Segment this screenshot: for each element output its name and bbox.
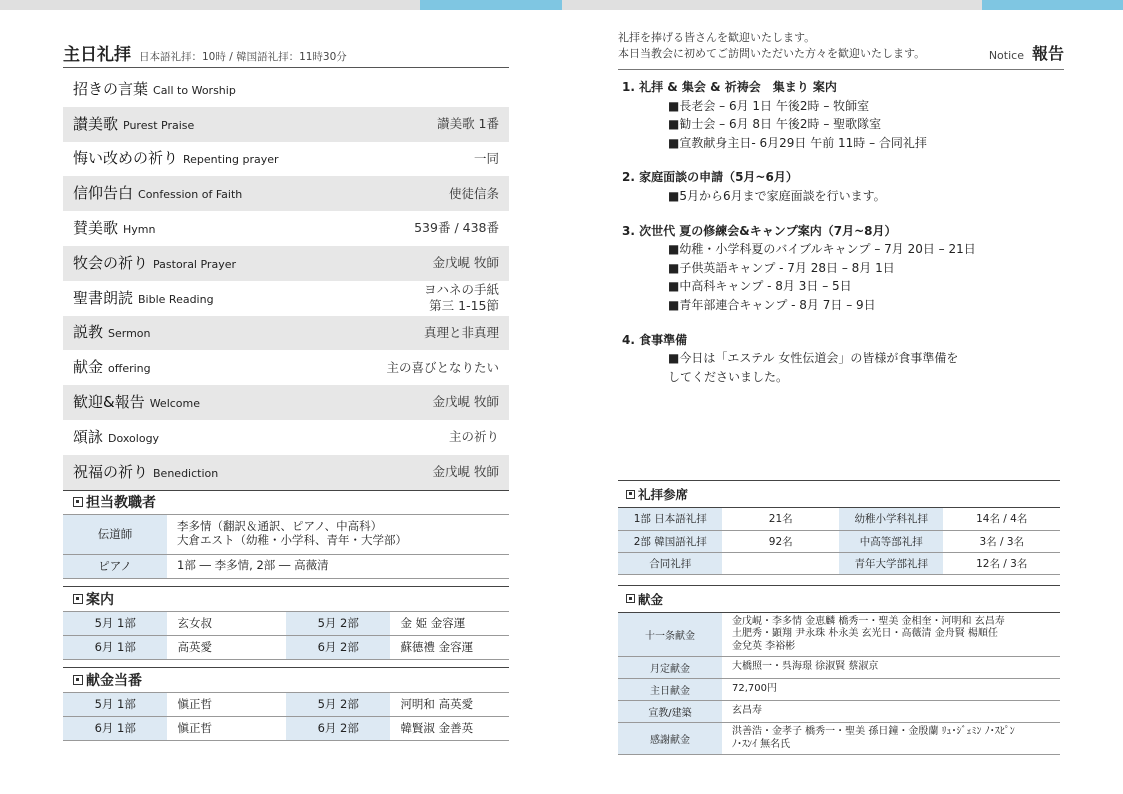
top-bar-accent-right	[982, 0, 1123, 10]
square-bullet-icon	[73, 594, 83, 604]
attendance-table	[618, 508, 1060, 575]
cell-value: 河明和 高英愛	[390, 692, 509, 716]
table-row	[618, 508, 1060, 530]
cell-value: 玄女叔	[167, 611, 286, 635]
order-item-label	[73, 150, 279, 167]
cell-value: 蘇德禮 金容運	[390, 635, 509, 659]
order-item-value: 金戊峴 牧師	[432, 464, 499, 480]
order-item	[63, 211, 509, 246]
order-item-en: Pastoral Prayer	[153, 257, 236, 271]
order-item-jp: 悔い改めの祈り	[73, 149, 179, 168]
order-item	[63, 72, 509, 107]
order-item-en: offering	[108, 362, 151, 376]
order-item-value: 主の喜びとなりたい	[386, 359, 499, 375]
order-item-jp: 招きの言葉	[73, 79, 149, 98]
order-item-value: 一同	[473, 150, 499, 166]
notice-line: してくださいました。	[668, 369, 789, 384]
cell-header: 6月 1部	[63, 635, 167, 659]
cell-header: 月定献金	[618, 657, 722, 679]
square-bullet-icon	[626, 594, 635, 603]
guide-table	[63, 611, 509, 660]
cell-value: 金 姫 金容運	[390, 611, 509, 635]
cell-value	[722, 552, 839, 574]
order-item-label	[73, 464, 218, 481]
page-title: 主日礼拝	[63, 45, 131, 65]
notice-title: 3. 次世代 夏の修練会&キャンプ案内（7月~8月）	[622, 223, 897, 238]
notice-item	[622, 222, 1064, 315]
notice-heading	[989, 41, 1064, 64]
section-title-text: 礼拝参席	[638, 487, 689, 502]
staff-role: ピアノ	[63, 554, 167, 578]
order-item-jp: 祝福の祈り	[73, 462, 149, 481]
offering-duty-section-title	[63, 668, 509, 692]
order-item-en: Hymn	[123, 222, 156, 236]
offering-duty-table	[63, 692, 509, 741]
order-of-service	[63, 72, 509, 490]
staff-section-title	[63, 490, 509, 514]
order-item-value: 真理と非真理	[423, 324, 499, 340]
order-item-en: Benediction	[153, 466, 219, 480]
cell-header: 感謝献金	[618, 723, 722, 755]
order-item-label	[73, 185, 242, 202]
worship-times: 日本語礼拝：10時 / 韓国語礼拝：11時30分	[139, 51, 347, 63]
cell-header: 5月 2部	[286, 611, 390, 635]
order-item-value: 539番 / 438番	[414, 220, 499, 236]
order-item-en: Sermon	[108, 327, 151, 341]
table-row	[618, 723, 1060, 755]
order-item	[63, 176, 509, 211]
notice-line: ■勧士会 – 6月 8日 午後2時 – 聖歌隊室	[668, 117, 882, 132]
order-item-jp: 歓迎&報告	[73, 392, 145, 411]
cell-value: 高英愛	[167, 635, 286, 659]
square-bullet-icon	[73, 675, 83, 685]
divider	[63, 579, 509, 587]
order-item-jp: 信仰告白	[73, 184, 134, 203]
welcome-header	[618, 30, 1064, 70]
guide-section-title	[63, 587, 509, 611]
notice-title: 4. 食事準備	[622, 332, 688, 347]
order-item-label	[73, 81, 236, 98]
order-item-jp: 聖書朗読	[73, 288, 134, 307]
right-page	[618, 30, 1064, 402]
order-item-en: Confession of Faith	[138, 188, 243, 202]
offering-section-title	[618, 585, 1060, 613]
notice-line: ■長老会 – 6月 1日 午後2時 – 牧師室	[668, 98, 870, 113]
cell-header: 合同礼拝	[618, 552, 722, 574]
notice-line: ■子供英語キャンプ - 7月 28日 – 8月 1日	[668, 260, 895, 275]
order-item-value: 讃美歌 1番	[437, 116, 499, 132]
table-row	[618, 552, 1060, 574]
cell-header: 6月 1部	[63, 716, 167, 740]
cell-header: 中高等部礼拝	[839, 530, 943, 552]
cell-header: 宣教/建築	[618, 701, 722, 723]
notice-item	[622, 168, 1064, 205]
notice-title: 2. 家庭面談の申請（5月~6月）	[622, 170, 798, 185]
section-title-text: 献金	[638, 591, 664, 607]
notice-item	[622, 331, 1064, 387]
cell-value: 玄昌寿	[722, 701, 1060, 723]
staff-names	[167, 514, 509, 554]
section-title-text: 担当教職者	[86, 495, 156, 512]
order-item-label	[73, 429, 159, 446]
top-bar-accent-left	[420, 0, 562, 10]
spacer	[618, 575, 1060, 585]
welcome-line: 礼拝を捧げる皆さんを歓迎いたします。	[618, 31, 816, 44]
table-row	[63, 716, 509, 740]
top-bar-gray-left	[0, 0, 420, 10]
notice-en: Notice	[988, 49, 1024, 62]
order-item-label	[73, 324, 151, 341]
order-item-en: Doxology	[108, 431, 160, 445]
order-item-jp: 頌詠	[73, 427, 104, 446]
table-row	[63, 692, 509, 716]
top-bar-gray-right	[562, 0, 982, 10]
order-item	[63, 420, 509, 455]
table-row	[63, 514, 509, 554]
order-item-label	[73, 255, 236, 272]
cell-value: 21名	[722, 508, 839, 530]
cell-header: 5月 1部	[63, 611, 167, 635]
staff-line: 大倉エスト（幼稚・小学科、青年・大学部）	[177, 533, 407, 548]
table-row	[63, 611, 509, 635]
notice-jp: 報告	[1031, 44, 1064, 63]
cell-header: 青年大学部礼拝	[839, 552, 943, 574]
cell-header: 5月 2部	[286, 692, 390, 716]
cell-header: 十一条献金	[618, 613, 722, 657]
notice-line: ■今日は「エステル 女性伝道会」の皆様が食事準備を	[668, 351, 959, 366]
cell-header: 6月 2部	[286, 635, 390, 659]
cell-value: 愼正哲	[167, 692, 286, 716]
cell-header: 6月 2部	[286, 716, 390, 740]
notice-item	[622, 78, 1064, 152]
table-row	[618, 657, 1060, 679]
cell-value: 洪善浩・金孝子 橋秀一・聖美 孫日鐘・金殷蘭 ﾘｭ･ｼﾞｪﾐﾝ ﾉ･ｽﾋﾟﾝ ﾉ･ｽﾝｲ 無名氏	[722, 723, 1060, 755]
order-item-jp: 讃美歌	[73, 114, 119, 133]
notice-line: ■青年部連合キャンプ - 8月 7日 – 9日	[668, 297, 876, 312]
square-bullet-icon	[626, 490, 635, 499]
cell-header: 幼稚小学科礼拝	[839, 508, 943, 530]
cell-value: 12名 / 3名	[943, 552, 1060, 574]
cell-value: 3名 / 3名	[943, 530, 1060, 552]
staff-role: 伝道師	[63, 514, 167, 554]
cell-header: 5月 1部	[63, 692, 167, 716]
order-item-jp: 説教	[73, 323, 104, 342]
cell-value: 韓賢淑 金善英	[390, 716, 509, 740]
cell-header: 2部 韓国語礼拝	[618, 530, 722, 552]
notice-line: ■宣教献身主日- 6月29日 午前 11時 – 合同礼拝	[668, 135, 927, 150]
section-title-text: 案内	[86, 591, 114, 608]
staff-table	[63, 514, 509, 579]
notice-line: ■中高科キャンプ - 8月 3日 – 5日	[668, 279, 852, 294]
table-row	[618, 530, 1060, 552]
cell-value: 72,700円	[722, 679, 1060, 701]
order-item	[63, 246, 509, 281]
order-item-jp: 牧会の祈り	[73, 253, 149, 272]
table-row	[63, 554, 509, 578]
order-item	[63, 455, 509, 490]
square-bullet-icon	[73, 497, 83, 507]
order-item-label	[73, 220, 155, 237]
order-item-jp: 賛美歌	[73, 218, 119, 237]
cell-header: 1部 日本語礼拝	[618, 508, 722, 530]
cell-value: 金戊峴・李多情 金恵麟 橋秀一・聖美 金相奎・河明和 玄昌寿 土肥秀・顕翔 尹永珠 朴永美 玄光日・高薇清 金舟賢 楊順任 金兌英 李裕彬	[722, 613, 1060, 657]
order-item-value: 金戊峴 牧師	[432, 255, 499, 271]
section-title-text: 献金当番	[86, 672, 142, 689]
cell-value: 14名 / 4名	[943, 508, 1060, 530]
order-item-label	[73, 394, 200, 411]
notices-list	[618, 78, 1064, 386]
order-item	[63, 350, 509, 385]
order-item	[63, 281, 509, 316]
order-item-en: Purest Praise	[123, 118, 195, 132]
notice-title: 1. 礼拝 & 集会 & 祈祷会 集まり 案内	[622, 80, 837, 94]
table-row	[618, 679, 1060, 701]
order-item-label	[73, 290, 214, 307]
staff-names: 1部 ― 李多情, 2部 ― 高薇清	[167, 554, 509, 578]
table-row	[618, 701, 1060, 723]
order-item-jp: 献金	[73, 358, 104, 377]
order-item-en: Welcome	[149, 396, 201, 410]
divider	[63, 660, 509, 668]
order-item-value: 主の祈り	[448, 429, 499, 445]
order-item-value: 金戊峴 牧師	[432, 394, 499, 410]
order-item-value: ヨハネの手紙 第三 1-15節	[423, 281, 499, 314]
order-item	[63, 142, 509, 177]
order-item-en: Call to Worship	[153, 83, 236, 97]
offering-table	[618, 613, 1060, 756]
order-item-label	[73, 359, 151, 376]
order-item	[63, 385, 509, 420]
order-item	[63, 316, 509, 351]
order-item-label	[73, 116, 194, 133]
cell-value: 愼正哲	[167, 716, 286, 740]
order-item-en: Repenting prayer	[183, 153, 279, 167]
order-item-en: Bible Reading	[138, 292, 214, 306]
cell-header: 主日献金	[618, 679, 722, 701]
left-page	[63, 40, 509, 741]
table-row	[63, 635, 509, 659]
attendance-section-title	[618, 480, 1060, 508]
right-tables	[618, 480, 1060, 755]
notice-line: ■幼稚・小学科夏のバイブルキャンプ – 7月 20日 – 21日	[668, 242, 976, 257]
notice-line: ■5月から6月まで家庭面談を行います。	[668, 188, 886, 203]
table-row	[618, 613, 1060, 657]
staff-line: 李多情（翻訳＆通訳、ピアノ、中高科）	[177, 519, 383, 534]
cell-value: 92名	[722, 530, 839, 552]
sunday-worship-header	[63, 40, 509, 68]
cell-value: 大橋照一・呉海璟 徐淑賢 蔡淑京	[722, 657, 1060, 679]
order-item-value: 使徒信条	[448, 185, 499, 201]
order-item	[63, 107, 509, 142]
welcome-line: 本日当教会に初めてご訪問いただいた方々を歓迎いたします。	[618, 46, 926, 60]
